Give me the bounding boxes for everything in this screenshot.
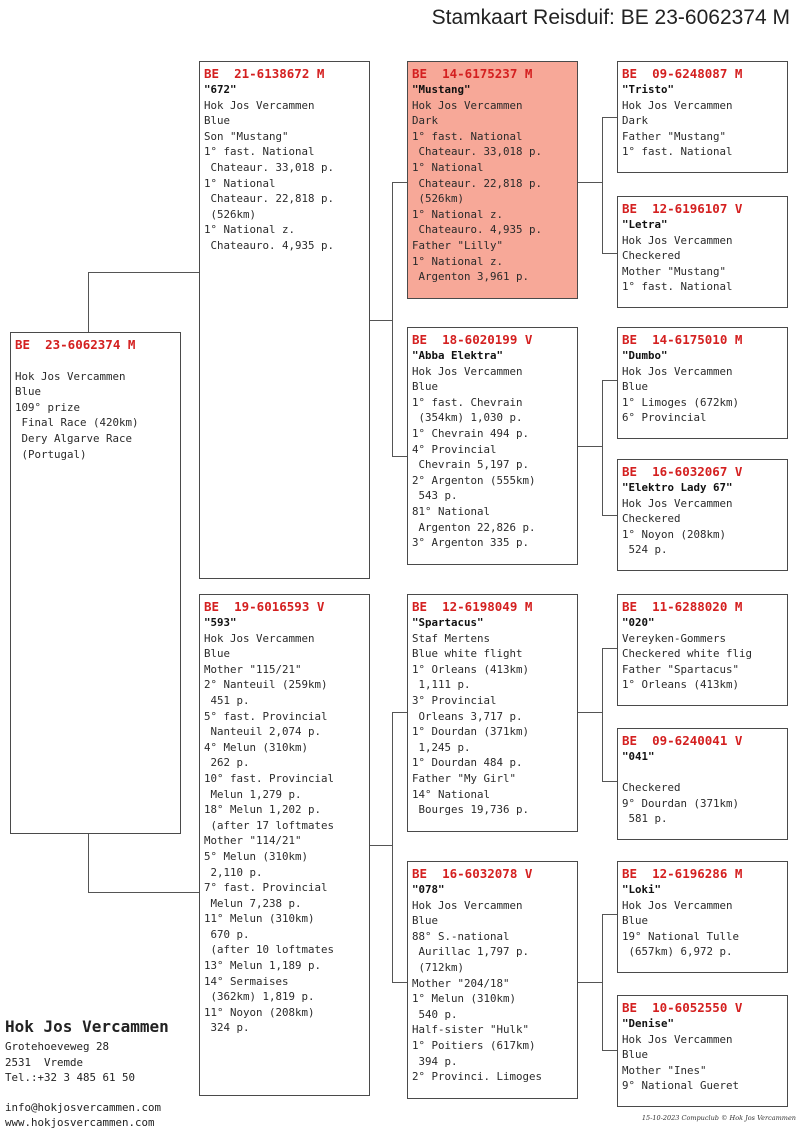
- pigeon-name: "672": [204, 83, 237, 96]
- pigeon-info-line: 3° Provincial: [412, 693, 497, 707]
- pigeon-info-line: Vereyken-Gommers: [622, 631, 727, 645]
- pigeon-info-line: 9° National Gueret: [622, 1079, 740, 1093]
- pedigree-card-sire: [199, 61, 370, 579]
- pigeon-name: "593": [204, 616, 237, 629]
- pigeon-info-line: 10° fast. Provincial: [204, 771, 335, 785]
- connector-line: [602, 1050, 617, 1051]
- pigeon-info-line: 4° Provincial: [412, 442, 497, 456]
- ring-number: BE 23-6062374 M: [15, 337, 136, 352]
- connector-line: [392, 456, 407, 457]
- connector-line: [392, 182, 407, 183]
- pigeon-info-line: 670 p.: [204, 927, 250, 941]
- connector-line: [370, 845, 392, 846]
- pigeon-info-line: Blue: [412, 914, 439, 928]
- pigeon-info-line: 1° Chevrain 494 p.: [412, 426, 530, 440]
- pigeon-info-line: Melun 7,238 p.: [204, 896, 302, 910]
- pigeon-info-line: Chateaur. 33,018 p.: [412, 145, 543, 159]
- connector-line: [392, 982, 407, 983]
- owner-phone: Tel.:+32 3 485 61 50: [5, 1071, 136, 1085]
- owner-email: info@hokjosvercammen.com: [5, 1100, 162, 1114]
- pigeon-info-line: (Portugal): [15, 447, 87, 461]
- pigeon-info-line: 13° Melun 1,189 p.: [204, 959, 322, 973]
- pigeon-info-line: Mother "Mustang": [622, 264, 727, 278]
- pigeon-name: "Denise": [622, 1017, 675, 1030]
- pigeon-info-line: Chateauro. 4,935 p.: [412, 223, 543, 237]
- pigeon-name: "Dumbo": [622, 349, 668, 362]
- blank-line: [622, 765, 783, 781]
- connector-line: [602, 117, 617, 118]
- pigeon-info-line: 1° fast. National: [622, 145, 733, 159]
- pigeon-info-line: 11° Noyon (208km): [204, 1005, 315, 1019]
- pigeon-info-line: Half-sister "Hulk": [412, 1023, 530, 1037]
- pigeon-name: "078": [412, 883, 445, 896]
- pigeon-info-line: Son "Mustang": [204, 129, 289, 143]
- pigeon-info-line: 394 p.: [412, 1054, 458, 1068]
- connector-line: [578, 446, 602, 447]
- pigeon-info-line: 543 p.: [412, 489, 458, 503]
- pigeon-info-line: 14° National: [412, 787, 491, 801]
- pigeon-info-line: Bourges 19,736 p.: [412, 803, 530, 817]
- pedigree-card-dam-dam: [407, 861, 578, 1099]
- owner-street: Grotehoeveweg 28: [5, 1040, 110, 1053]
- connector-line: [88, 272, 199, 273]
- pigeon-info-line: Hok Jos Vercammen: [622, 98, 733, 112]
- connector-line: [370, 320, 392, 321]
- pigeon-info-line: Chateauro. 4,935 p.: [204, 238, 335, 252]
- pigeon-info-line: Mother "Ines": [622, 1063, 707, 1077]
- pigeon-info-line: 451 p.: [204, 693, 250, 707]
- pigeon-info-line: 2,110 p.: [204, 865, 263, 879]
- ring-number: BE 09-6248087 M: [622, 66, 743, 81]
- pigeon-name: "Abba Elektra": [412, 349, 504, 362]
- pigeon-info-line: Hok Jos Vercammen: [412, 898, 523, 912]
- pigeon-info-line: Aurillac 1,797 p.: [412, 945, 530, 959]
- pigeon-info-line: Blue: [204, 647, 231, 661]
- pigeon-info-line: 1° National z.: [204, 223, 296, 237]
- pigeon-info-line: Staf Mertens: [412, 631, 491, 645]
- pigeon-name: "Letra": [622, 218, 668, 231]
- print-stamp: 15-10-2023 Compuclub © Hok Jos Vercammen: [641, 1114, 796, 1122]
- pigeon-info-line: Hok Jos Vercammen: [15, 369, 126, 383]
- pigeon-info-line: (526km): [204, 207, 257, 221]
- pigeon-info-line: (526km): [412, 192, 465, 206]
- pigeon-info-line: Father "Spartacus": [622, 662, 740, 676]
- pedigree-card-dam-sire: [407, 594, 578, 832]
- connector-line: [602, 253, 617, 254]
- ring-number: BE 16-6032067 V: [622, 464, 743, 479]
- pigeon-info-line: Final Race (420km): [15, 416, 139, 430]
- pigeon-info-line: 9° Dourdan (371km): [622, 796, 740, 810]
- pigeon-info-line: Blue: [412, 380, 439, 394]
- ring-number: BE 12-6196286 M: [622, 866, 743, 881]
- pigeon-info-line: Chateaur. 22,818 p.: [412, 176, 543, 190]
- ring-number: BE 12-6196107 V: [622, 201, 743, 216]
- pigeon-info-line: 1° Dourdan 484 p.: [412, 756, 523, 770]
- pigeon-info-line: (712km): [412, 960, 465, 974]
- connector-line: [392, 712, 393, 982]
- connector-line: [88, 272, 89, 332]
- pigeon-info-line: 2° Provinci. Limoges: [412, 1070, 543, 1084]
- pigeon-info-line: (after 17 loftmates: [204, 818, 335, 832]
- pigeon-info-line: Blue: [622, 380, 649, 394]
- pigeon-info-line: 1° Dourdan (371km): [412, 725, 530, 739]
- pigeon-info-line: Father "My Girl": [412, 771, 517, 785]
- ring-number: BE 18-6020199 V: [412, 332, 533, 347]
- pigeon-info-line: 5° fast. Provincial: [204, 709, 328, 723]
- connector-line: [578, 982, 602, 983]
- pigeon-info-line: Hok Jos Vercammen: [622, 364, 733, 378]
- ring-number: BE 10-6052550 V: [622, 1000, 743, 1015]
- pigeon-info-line: Argenton 22,826 p.: [412, 520, 536, 534]
- pigeon-info-line: Blue: [622, 1048, 649, 1062]
- pigeon-info-line: 11° Melun (310km): [204, 912, 315, 926]
- pigeon-info-line: 1° fast. Chevrain: [412, 395, 523, 409]
- pigeon-info-line: Checkered: [622, 249, 681, 263]
- pigeon-info-line: Argenton 3,961 p.: [412, 270, 530, 284]
- pigeon-info-line: Hok Jos Vercammen: [412, 364, 523, 378]
- pigeon-info-line: Mother "114/21": [204, 834, 302, 848]
- connector-line: [602, 914, 617, 915]
- pigeon-info-line: Dark: [622, 114, 649, 128]
- connector-line: [392, 182, 393, 456]
- pigeon-name: "Elektro Lady 67": [622, 481, 733, 494]
- connector-line: [578, 712, 602, 713]
- pedigree-card-dam-dam-dam: [617, 995, 788, 1107]
- pigeon-info-line: Chateaur. 33,018 p.: [204, 160, 335, 174]
- ring-number: BE 14-6175010 M: [622, 332, 743, 347]
- pigeon-info-line: Hok Jos Vercammen: [204, 631, 315, 645]
- pigeon-info-line: 1° fast. National: [622, 280, 733, 294]
- pigeon-info-line: Hok Jos Vercammen: [204, 98, 315, 112]
- pigeon-info-line: Chevrain 5,197 p.: [412, 458, 530, 472]
- pigeon-info-line: (354km) 1,030 p.: [412, 411, 523, 425]
- pedigree-card-sire-sire-sire: [617, 61, 788, 173]
- pigeon-info-line: 1° Limoges (672km): [622, 395, 740, 409]
- connector-line: [88, 892, 199, 893]
- connector-line: [602, 515, 617, 516]
- pigeon-info-line: 1° National z.: [412, 207, 504, 221]
- ring-number: BE 21-6138672 M: [204, 66, 325, 81]
- pigeon-info-line: Mother "115/21": [204, 662, 302, 676]
- ring-number: BE 16-6032078 V: [412, 866, 533, 881]
- pigeon-info-line: 19° National Tulle: [622, 929, 740, 943]
- pedigree-card-dam: [199, 594, 370, 1096]
- pedigree-card-subject: [10, 332, 181, 834]
- pigeon-info-line: 14° Sermaises: [204, 974, 289, 988]
- pigeon-info-line: 1° Noyon (208km): [622, 527, 727, 541]
- pigeon-name: "Tristo": [622, 83, 675, 96]
- pedigree-card-dam-sire-sire: [617, 594, 788, 706]
- pigeon-info-line: Hok Jos Vercammen: [622, 898, 733, 912]
- pigeon-info-line: 262 p.: [204, 756, 250, 770]
- pigeon-name: "Mustang": [412, 83, 471, 96]
- pigeon-info-line: 3° Argenton 335 p.: [412, 536, 530, 550]
- pigeon-info-line: (362km) 1,819 p.: [204, 990, 315, 1004]
- pigeon-name: "Spartacus": [412, 616, 484, 629]
- pigeon-info-line: Checkered white flig: [622, 647, 753, 661]
- pigeon-info-line: Hok Jos Vercammen: [412, 98, 523, 112]
- owner-name: Hok Jos Vercammen: [5, 1017, 169, 1036]
- pigeon-info-line: 4° Melun (310km): [204, 740, 309, 754]
- pigeon-info-line: Mother "204/18": [412, 976, 510, 990]
- pigeon-info-line: Hok Jos Vercammen: [622, 233, 733, 247]
- pigeon-info-line: 1° Melun (310km): [412, 992, 517, 1006]
- pigeon-info-line: 1° National z.: [412, 254, 504, 268]
- pedigree-card-sire-dam: [407, 327, 578, 565]
- connector-line: [602, 648, 603, 781]
- pigeon-info-line: 540 p.: [412, 1007, 458, 1021]
- connector-line: [602, 380, 603, 515]
- connector-line: [602, 380, 617, 381]
- connector-line: [602, 914, 603, 1050]
- pigeon-info-line: Blue white flight: [412, 647, 523, 661]
- ring-number: BE 09-6240041 V: [622, 733, 743, 748]
- pigeon-info-line: 1° Orleans (413km): [622, 678, 740, 692]
- pedigree-card-sire-sire-dam: [617, 196, 788, 308]
- pigeon-info-line: Blue: [15, 385, 42, 399]
- pigeon-info-line: 7° fast. Provincial: [204, 881, 328, 895]
- pigeon-info-line: 6° Provincial: [622, 411, 707, 425]
- owner-city: 2531 Vremde: [5, 1055, 84, 1069]
- pedigree-card-dam-sire-dam: [617, 728, 788, 840]
- ring-number: BE 12-6198049 M: [412, 599, 533, 614]
- blank-line: [15, 353, 176, 369]
- pigeon-info-line: 5° Melun (310km): [204, 849, 309, 863]
- page-title: Stamkaart Reisduif: BE 23-6062374 M: [431, 6, 790, 29]
- ring-number: BE 14-6175237 M: [412, 66, 533, 81]
- pigeon-info-line: 1° fast. National: [412, 129, 523, 143]
- pigeon-info-line: 1° fast. National: [204, 145, 315, 159]
- ring-number: BE 19-6016593 V: [204, 599, 325, 614]
- pigeon-info-line: 1° National: [204, 176, 276, 190]
- pigeon-info-line: 1° Poitiers (617km): [412, 1038, 536, 1052]
- pigeon-info-line: 109° prize: [15, 400, 81, 414]
- pedigree-card-sire-dam-dam: [617, 459, 788, 571]
- pigeon-info-line: 1° Orleans (413km): [412, 662, 530, 676]
- pigeon-info-line: Melun 1,279 p.: [204, 787, 302, 801]
- owner-website: www.hokjosvercammen.com: [5, 1116, 155, 1130]
- pigeon-info-line: 18° Melun 1,202 p.: [204, 803, 322, 817]
- pigeon-info-line: Chateaur. 22,818 p.: [204, 192, 335, 206]
- pigeon-info-line: 1,111 p.: [412, 678, 471, 692]
- pigeon-info-line: Nanteuil 2,074 p.: [204, 725, 322, 739]
- connector-line: [88, 834, 89, 892]
- connector-line: [602, 781, 617, 782]
- pigeon-info-line: Dark: [412, 114, 439, 128]
- pigeon-info-line: 581 p.: [622, 812, 668, 826]
- pigeon-info-line: 81° National: [412, 504, 491, 518]
- connector-line: [602, 648, 617, 649]
- pigeon-info-line: (657km) 6,972 p.: [622, 945, 733, 959]
- pigeon-info-line: 324 p.: [204, 1021, 250, 1035]
- pigeon-info-line: Father "Lilly": [412, 238, 504, 252]
- pigeon-name: "Loki": [622, 883, 662, 896]
- pedigree-card-sire-sire: [407, 61, 578, 299]
- pigeon-info-line: Checkered: [622, 781, 681, 795]
- pigeon-info-line: Dery Algarve Race: [15, 431, 133, 445]
- pigeon-info-line: 1,245 p.: [412, 740, 471, 754]
- pedigree-card-dam-dam-sire: [617, 861, 788, 973]
- pigeon-name: "041": [622, 750, 655, 763]
- pigeon-name: "020": [622, 616, 655, 629]
- pigeon-info-line: Orleans 3,717 p.: [412, 709, 523, 723]
- ring-number: BE 11-6288020 M: [622, 599, 743, 614]
- connector-line: [602, 117, 603, 253]
- pigeon-info-line: Father "Mustang": [622, 129, 727, 143]
- pigeon-info-line: Hok Jos Vercammen: [622, 496, 733, 510]
- pigeon-info-line: Blue: [622, 914, 649, 928]
- pigeon-info-line: Blue: [204, 114, 231, 128]
- pedigree-card-sire-dam-sire: [617, 327, 788, 439]
- pigeon-info-line: Checkered: [622, 512, 681, 526]
- connector-line: [392, 712, 407, 713]
- pigeon-info-line: 88° S.-national: [412, 929, 510, 943]
- pigeon-info-line: 1° National: [412, 160, 484, 174]
- pigeon-info-line: 2° Nanteuil (259km): [204, 678, 328, 692]
- pigeon-info-line: 524 p.: [622, 543, 668, 557]
- pigeon-info-line: Hok Jos Vercammen: [622, 1032, 733, 1046]
- pigeon-info-line: (after 10 loftmates: [204, 943, 335, 957]
- owner-info: [5, 1017, 169, 1131]
- pigeon-info-line: 2° Argenton (555km): [412, 473, 536, 487]
- connector-line: [578, 182, 602, 183]
